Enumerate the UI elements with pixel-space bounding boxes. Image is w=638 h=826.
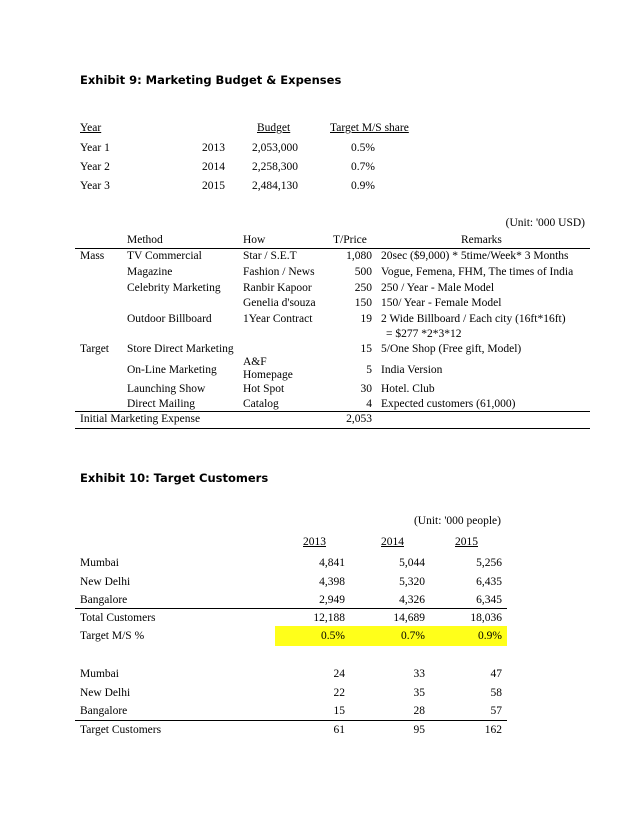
- total-label: Initial Marketing Expense: [80, 413, 201, 425]
- row-remarks: 250 / Year - Male Model: [381, 282, 495, 294]
- row-price: 250: [354, 282, 372, 294]
- budget-header-budget: Budget: [257, 122, 291, 134]
- row-label: Year 3: [80, 180, 110, 192]
- exhibit10-title: Exhibit 10: Target Customers: [80, 471, 269, 485]
- row-price: 19: [360, 313, 372, 325]
- cell: 6,345: [476, 594, 502, 606]
- row-how: Star / S.E.T: [243, 250, 297, 262]
- row-method: Direct Mailing: [127, 398, 196, 410]
- cell: 61: [333, 724, 345, 736]
- row-remarks: 2 Wide Billboard / Each city (16ft*16ft): [381, 313, 566, 325]
- row-price: 5: [366, 364, 372, 376]
- cell: 35: [413, 687, 425, 699]
- row-method: Launching Show: [127, 383, 206, 395]
- cell: 4,326: [399, 594, 425, 606]
- row-budget: 2,484,130: [252, 180, 298, 192]
- row-remarks: 5/One Shop (Free gift, Model): [381, 343, 522, 355]
- row-label: New Delhi: [80, 576, 131, 588]
- cell: 0.5%: [321, 630, 345, 642]
- total-bottom-rule: [75, 428, 590, 429]
- row-remarks: 150/ Year - Female Model: [381, 297, 502, 309]
- row-year: 2014: [202, 161, 225, 173]
- exhibit9-title: Exhibit 9: Marketing Budget & Expenses: [80, 73, 342, 87]
- row-share: 0.7%: [351, 161, 375, 173]
- row-label: Year 1: [80, 142, 110, 154]
- row-how-line2: Homepage: [243, 369, 293, 381]
- row-price: 1,080: [346, 250, 372, 262]
- cell: 12,188: [313, 612, 345, 624]
- total-value: 2,053: [346, 413, 372, 425]
- row-price: 150: [354, 297, 372, 309]
- row-method: TV Commercial: [127, 250, 202, 262]
- row-label: Target M/S %: [80, 630, 145, 642]
- row-label: Year 2: [80, 161, 110, 173]
- customers-unit: (Unit: '000 people): [413, 515, 501, 527]
- year-header: 2013: [303, 536, 326, 548]
- header-rule: [75, 248, 590, 249]
- row-label: Mumbai: [80, 557, 119, 569]
- expense-unit: (Unit: '000 USD): [505, 217, 585, 229]
- row-year: 2013: [202, 142, 225, 154]
- row-label: Target Customers: [80, 724, 162, 736]
- row-label: Mumbai: [80, 668, 119, 680]
- cell: 58: [490, 687, 502, 699]
- cell: 4,841: [319, 557, 345, 569]
- row-how: Catalog: [243, 398, 279, 410]
- cell: 28: [413, 705, 425, 717]
- cell: 15: [333, 705, 345, 717]
- row-budget: 2,053,000: [252, 142, 298, 154]
- row-method: Magazine: [127, 266, 173, 278]
- budget-header-year: Year: [80, 122, 102, 134]
- total-top-rule: [75, 608, 507, 609]
- cell: 4,398: [319, 576, 345, 588]
- row-how: Ranbir Kapoor: [243, 282, 312, 294]
- cell: 47: [490, 668, 502, 680]
- cell: 0.7%: [401, 630, 425, 642]
- row-label: Total Customers: [80, 612, 156, 624]
- row-price: 15: [360, 343, 372, 355]
- row-method: On-Line Marketing: [127, 364, 217, 376]
- row-share: 0.9%: [351, 180, 375, 192]
- cell: 95: [413, 724, 425, 736]
- expense-header-remarks: Remarks: [461, 234, 502, 246]
- cell: 24: [333, 668, 345, 680]
- row-remarks: Vogue, Femena, FHM, The times of India: [381, 266, 574, 278]
- cell: 22: [333, 687, 345, 699]
- row-method: Celebrity Marketing: [127, 282, 221, 294]
- year-header: 2015: [455, 536, 478, 548]
- row-remarks: 20sec ($9,000) * 5time/Week* 3 Months: [381, 250, 569, 262]
- cell: 5,256: [476, 557, 502, 569]
- expense-header-price: T/Price: [333, 234, 367, 246]
- row-budget: 2,258,300: [252, 161, 298, 173]
- row-label: Bangalore: [80, 705, 128, 717]
- row-price: 30: [360, 383, 372, 395]
- row-how: Genelia d'souza: [243, 297, 316, 309]
- row-price: 500: [354, 266, 372, 278]
- cell: 5,044: [399, 557, 425, 569]
- row-share: 0.5%: [351, 142, 375, 154]
- row-how: 1Year Contract: [243, 313, 313, 325]
- cell: 33: [413, 668, 425, 680]
- row-group: Target: [80, 343, 109, 355]
- row-how: Hot Spot: [243, 383, 285, 395]
- row-label: Bangalore: [80, 594, 128, 606]
- row-how: Fashion / News: [243, 266, 315, 278]
- row-label: New Delhi: [80, 687, 131, 699]
- target-total-rule: [75, 720, 507, 721]
- cell: 5,320: [399, 576, 425, 588]
- row-group: Mass: [80, 250, 105, 262]
- cell: 162: [484, 724, 502, 736]
- cell: 2,949: [319, 594, 345, 606]
- year-header: 2014: [381, 536, 404, 548]
- row-how: A&F: [243, 356, 267, 368]
- row-remarks: India Version: [381, 364, 443, 376]
- row-price: 4: [366, 398, 372, 410]
- row-method: Store Direct Marketing: [127, 343, 234, 355]
- budget-header-share: Target M/S share: [330, 122, 409, 134]
- row-year: 2015: [202, 180, 225, 192]
- cell: 14,689: [393, 612, 425, 624]
- row-remarks: = $277 *2*3*12: [386, 328, 462, 340]
- row-remarks: Expected customers (61,000): [381, 398, 516, 410]
- cell: 18,036: [470, 612, 502, 624]
- cell: 57: [490, 705, 502, 717]
- row-remarks: Hotel. Club: [381, 383, 435, 395]
- expense-header-method: Method: [127, 234, 163, 246]
- cell: 6,435: [476, 576, 502, 588]
- expense-header-how: How: [243, 234, 266, 246]
- cell: 0.9%: [478, 630, 502, 642]
- row-method: Outdoor Billboard: [127, 313, 212, 325]
- total-top-rule: [75, 411, 590, 412]
